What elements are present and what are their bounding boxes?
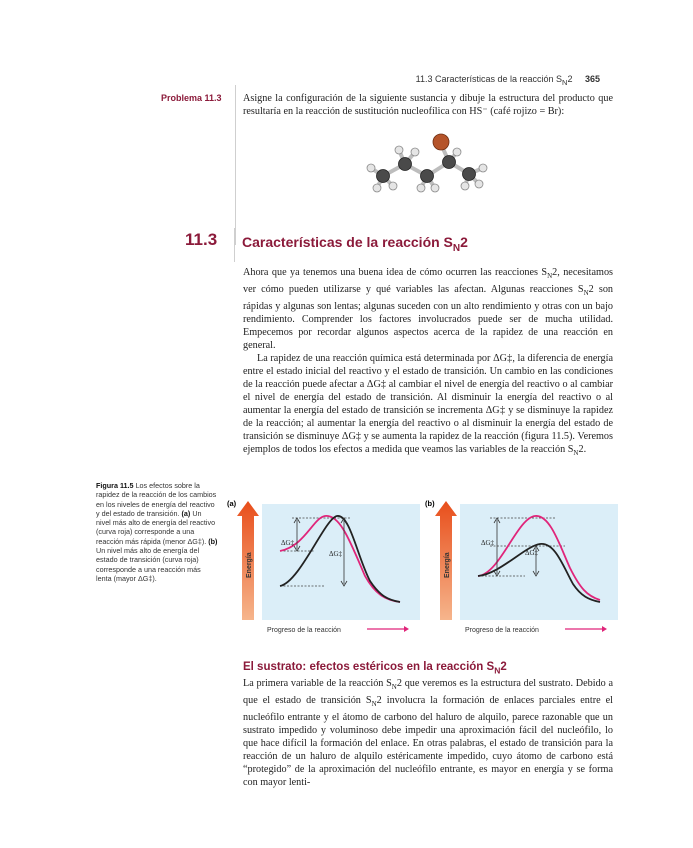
body-text-subsection [243, 677, 613, 789]
panel-a-label: (a) [227, 499, 237, 508]
p1-part-c: 2 son rápidas y algunas son lentas; algunas suceden con un alto rendimiento y otras con un bajo rendimiento. Comprender los factores involucrados puede ser de mucha utilidad. Empecemos por recordar algunos aspectos acerca de la rapidez de una reacción en general. [243, 284, 614, 352]
delta-g-label-b1: ΔG‡ [481, 539, 495, 547]
panel-b [435, 501, 618, 634]
caption-b-label: (b) [208, 536, 218, 546]
section-title-sub: N [452, 242, 461, 254]
section-number: 11.3 [185, 230, 218, 249]
problem-text: Asigne la configuración de la siguiente sustancia y dibuje la estructura del producto que resultaría en la reacción de sustitución nucleofílica con HS⁻ (café rojizo = Br): [243, 93, 613, 117]
paragraph-2: La rapidez de una reacción química está determinada por ΔG‡, la diferencia de energía entre el estado inicial del reactivo y el estado de transición. Un cambio en las condiciones de la reacción puede afectar a ΔG‡ al cambiar el nivel de energía del reactivo o al cambiar el nivel de energía del estado de transición. Al disminuir la energía del reactivo o al aumentar la energía del estado de transición se incrementa ΔG‡ y se disminuye la rapidez de la reacción; al aumentar la energía del reactivo o al disminuir la energía del estado de transición se disminuye ΔG‡ y se aumenta la rapidez de la reacción (figura 11.5). Veremos ejemplos de todos los efectos a medida que veamos las variables de la reacción $S_N2$. [243, 353, 613, 458]
p3-part-b: 2 que veremos es la estructura del sustrato. Debido a que el estado de transición S [243, 678, 614, 707]
delta-g-label-a1: ΔG‡ [281, 539, 295, 547]
p1-part-a: Ahora que ya tenemos una buena idea de cómo ocurren las reacciones S [243, 267, 548, 278]
x-axis-label-b: Progreso de la reacción [465, 627, 539, 634]
problem-divider [235, 85, 236, 245]
p3-part-c: 2 involucra la formación de enlaces parciales entre el nucleófilo entrante y el átomo de carbono del haluro de alquilo, parece razonable que un sustrato impedido y voluminoso debe impedir una aproximación fácil del nucleófilo, lo que hace difícil la formación del enlace. En otras palabras, el estado de transición para la reacción de un haluro de alquilo estéricamente impedido, cuyo átomo de carbono está “protegido” de la aproximación del nucleófilo entrante, es mayor en energía y se forma con mayor lenti- [243, 695, 613, 789]
p2-part-a: La rapidez de una reacción química está determinada por ΔG‡, la diferencia de energía entre el estado inicial del reactivo y el estado de transición. Un cambio en las condiciones de la reacción puede afectar a ΔG‡ al cambiar el nivel de energía del reactivo o al cambiar el nivel de energía del estado de transición. Al disminuir la energía del reactivo o al aumentar la energía del estado de transición se incrementa ΔG‡ y se disminuye la rapidez de la reacción; al aumentar la energía del reactivo o al disminuir la energía del estado de transición se disminuye ΔG‡ y se aumenta la rapidez de la reacción (figura 11.5). Veremos ejemplos de todos los efectos a medida que veamos las variables de la reacción S [243, 353, 613, 456]
y-axis-label-b: Energía [444, 552, 451, 578]
plot-area-a [262, 504, 420, 620]
subsection-title-main: El sustrato: efectos estéricos en la reacción S [243, 661, 495, 673]
running-title: 11.3 Características de la reacción S [415, 74, 563, 84]
x-axis-label-a: Progreso de la reacción [267, 627, 341, 634]
panel-a [237, 501, 420, 634]
p3-part-a: La primera variable de la reacción S [243, 678, 392, 689]
section-divider [234, 228, 235, 262]
subsection-title-sub: N [494, 665, 501, 676]
running-title-tail: 2 [567, 74, 573, 84]
section-title [242, 234, 468, 254]
caption-a-label: (a) [181, 508, 191, 518]
delta-g-label-a2: ΔG‡ [329, 550, 343, 558]
section-title-main: Características de la reacción S [242, 234, 453, 250]
paragraph-1: Ahora que ya tenemos una buena idea de cómo ocurren las reacciones $S_N2$, necesitamos ver cómo pueden utilizarse y qué variables las afectan. Algunas reacciones $S_N2$ son rápidas y algunas son lentas; algunas suceden con un alto rendimiento y otras con un bajo rendimiento. Comprender los factores involucrados puede ser de mucha utilidad. Empecemos por recordar algunos aspectos acerca de la rapidez de una reacción en general. [243, 267, 614, 352]
p2-part-b: 2. [578, 444, 587, 456]
page-number: 365 [584, 74, 600, 84]
delta-g-label-b2: ΔG‡ [525, 549, 539, 557]
subsection-title-tail: 2 [500, 661, 507, 673]
energy-diagrams [225, 496, 620, 641]
figure-caption [96, 481, 218, 583]
bromine-atom [433, 134, 449, 150]
subsection-title [243, 661, 507, 675]
caption-intro: Los efectos sobre la rapidez de la reacción de los cambios en los niveles de energía del reactivo y del estado de transición. [96, 481, 217, 518]
plot-area-b [460, 504, 618, 620]
figure-number: Figura 11.5 [96, 481, 134, 490]
molecule-model [355, 122, 505, 202]
caption-a-text: Un nivel más alto de energía del reactivo (curva roja) corresponde a una reacción más rápida (menor ΔG‡). [96, 508, 216, 546]
problem-label: Problema 11.3 [161, 93, 222, 103]
section-title-tail: 2 [460, 234, 468, 250]
p1-part-b: 2, necesitamos ver cómo pueden utilizarse y qué variables las afectan. Algunas reacciones S [243, 267, 614, 296]
running-title-sub: N [562, 77, 568, 87]
panel-b-label: (b) [425, 499, 435, 508]
body-text-section [243, 266, 613, 460]
paragraph-3: La primera variable de la reacción $S_N2$ que veremos es la estructura del sustrato. Debido a que el estado de transición $S_N2$ involucra la formación de enlaces parciales entre el nucleófilo entrante y el átomo de carbono del haluro de alquilo, parece razonable que un sustrato impedido y voluminoso debe impedir una aproximación fácil del nucleófilo, lo que hace difícil la formación del enlace. En otras palabras, el estado de transición para la reacción de un haluro de alquilo estéricamente impedido, cuyo átomo de carbono está “protegido” de la aproximación del nucleófilo entrante, es mayor en energía y se forma con mayor lenti- [243, 678, 614, 789]
y-axis-label-a: Energía [246, 552, 253, 578]
running-head [0, 74, 600, 87]
caption-b-text: Un nivel más alto de energía del estado de transición (curva roja) corresponde a una reacción más lenta (mayor ΔG‡). [96, 546, 201, 583]
